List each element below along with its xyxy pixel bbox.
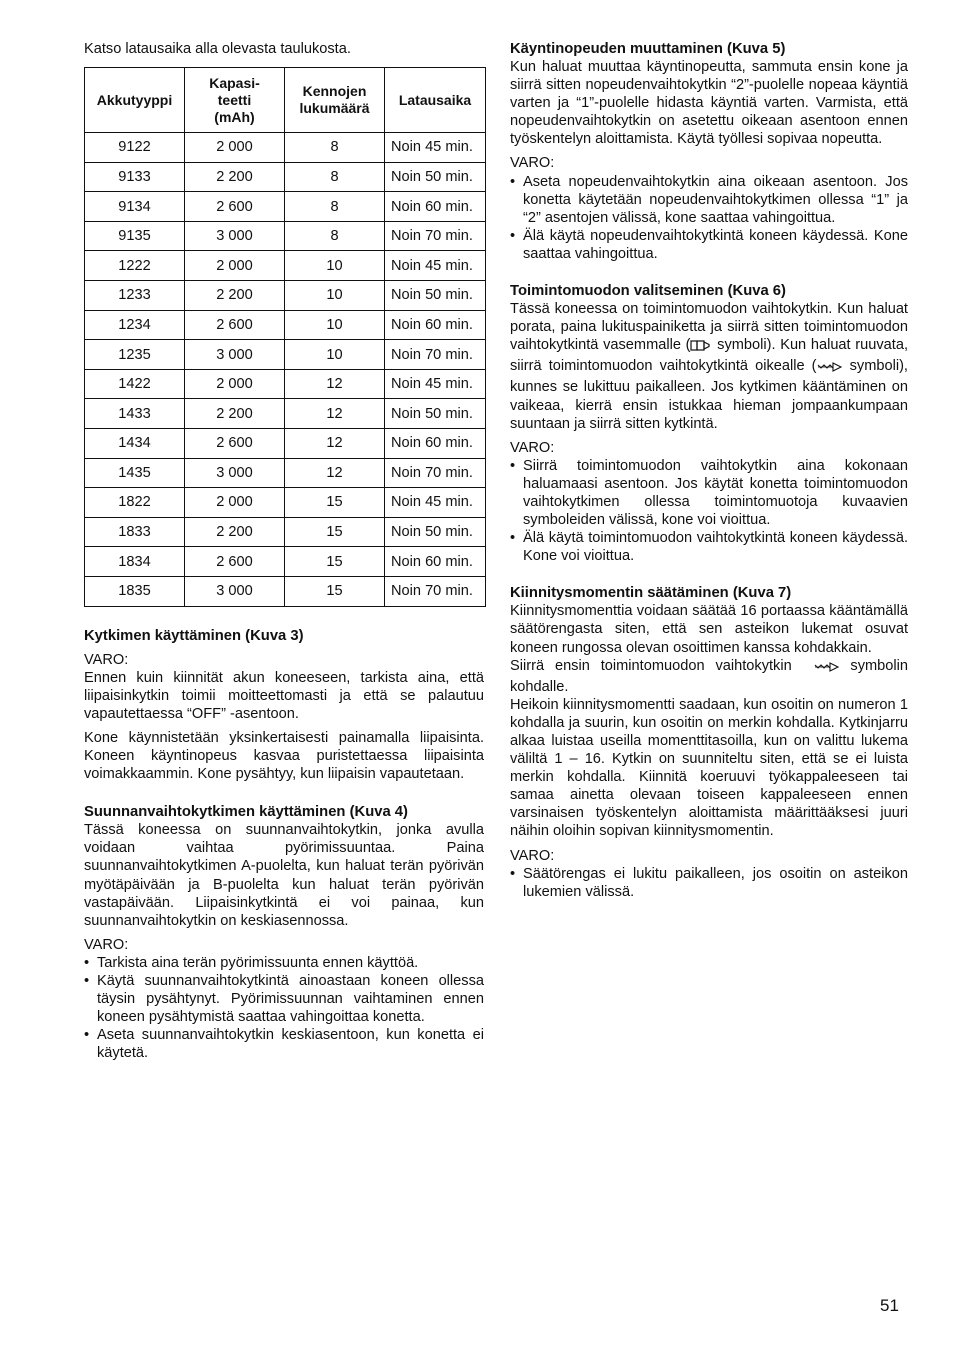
cell-battery-type: 1234 xyxy=(85,310,185,340)
cell-capacity: 2 000 xyxy=(185,488,285,518)
cell-battery-type: 1222 xyxy=(85,251,185,281)
header-capacity: Kapasi- teetti (mAh) xyxy=(185,68,285,133)
cell-capacity: 2 200 xyxy=(185,399,285,429)
header-cell-count: Kennojen lukumäärä xyxy=(285,68,385,133)
cell-capacity: 2 000 xyxy=(185,369,285,399)
caution-list xyxy=(510,173,908,263)
caution-label: VARO: xyxy=(510,847,555,864)
caution-label: VARO: xyxy=(510,155,555,172)
charging-time-table xyxy=(84,67,486,607)
table-row xyxy=(85,577,486,607)
caution-list xyxy=(84,954,484,1063)
table-row xyxy=(85,547,486,577)
cell-cell-count: 15 xyxy=(285,488,385,518)
cell-cell-count: 15 xyxy=(285,547,385,577)
section-title: Toimintomuodon valitseminen (Kuva 6) xyxy=(510,283,786,300)
cell-battery-type: 1822 xyxy=(85,488,185,518)
cell-charging-time: Noin 50 min. xyxy=(385,162,486,192)
table-row xyxy=(85,369,486,399)
table-row xyxy=(85,251,486,281)
section-reversing-switch xyxy=(84,803,484,1062)
cell-charging-time: Noin 50 min. xyxy=(385,517,486,547)
cell-battery-type: 1433 xyxy=(85,399,185,429)
caution-list xyxy=(510,865,908,901)
cell-cell-count: 8 xyxy=(285,133,385,163)
table-intro: Katso latausaika alla olevasta taulukosta. xyxy=(84,41,351,57)
cell-battery-type: 9133 xyxy=(85,162,185,192)
cell-cell-count: 10 xyxy=(285,281,385,311)
screw-mode-icon xyxy=(814,660,840,678)
list-item: • Älä käytä nopeudenvaihtokytkintä koneen käydessä. Kone saattaa vahingoittua. xyxy=(510,227,908,263)
cell-battery-type: 9134 xyxy=(85,192,185,222)
cell-capacity: 2 000 xyxy=(185,133,285,163)
section-switch xyxy=(84,627,484,784)
cell-battery-type: 9135 xyxy=(85,221,185,251)
cell-capacity: 3 000 xyxy=(185,221,285,251)
cell-charging-time: Noin 45 min. xyxy=(385,251,486,281)
cell-battery-type: 1435 xyxy=(85,458,185,488)
section-title: Kiinnitysmomentin säätäminen (Kuva 7) xyxy=(510,585,792,602)
cell-capacity: 2 600 xyxy=(185,547,285,577)
cell-charging-time: Noin 70 min. xyxy=(385,458,486,488)
cell-capacity: 2 200 xyxy=(185,162,285,192)
screw-mode-icon xyxy=(817,360,843,378)
cell-charging-time: Noin 70 min. xyxy=(385,577,486,607)
table-row xyxy=(85,281,486,311)
section-torque-adjust xyxy=(510,584,908,901)
cell-cell-count: 15 xyxy=(285,577,385,607)
paragraph: Kiinnitysmomenttia voidaan säätää 16 portaassa kääntämällä säätörengasta siten, että sen asteikon lukemat osuvat koneen rungossa olevan osoittimen kanssa kohdakkain. xyxy=(510,603,908,656)
cell-charging-time: Noin 50 min. xyxy=(385,281,486,311)
table-row xyxy=(85,310,486,340)
cell-charging-time: Noin 50 min. xyxy=(385,399,486,429)
cell-battery-type: 1834 xyxy=(85,547,185,577)
paragraph: Kone käynnistetään yksinkertaisesti painamalla liipaisinta. Koneen käyntinopeus kasvaa puristettaessa liipaisinta voimakkaammin. Kone pysähtyy, kun liipaisin vapautetaan. xyxy=(84,729,484,783)
page-number: 51 xyxy=(880,1296,899,1315)
cell-cell-count: 10 xyxy=(285,310,385,340)
cell-cell-count: 12 xyxy=(285,458,385,488)
cell-charging-time: Noin 60 min. xyxy=(385,192,486,222)
paragraph: Tässä koneessa on suunnanvaihtokytkin, jonka avulla voidaan vaihtaa pyörimissuuntaa. Paina suunnanvaihtokytkimen A-puolelta, kun haluat terän pyörivän myötäpäivään ja B-puolelta kun haluat terän pyörivän vastapäivään. Liipaisinkytkintä ei voi painaa, kun suunnanvaihtokytkin on keskiasennossa. xyxy=(84,822,484,929)
table-row xyxy=(85,517,486,547)
cell-cell-count: 12 xyxy=(285,399,385,429)
list-item: • Siirrä toimintomuodon vaihtokytkin aina kokonaan haluamaasi asentoon. Jos käytät konetta toimintomuodon vaihtokytkimen ollessa toimintomuotoja kuvaavien symboleiden välissä, kone voi vioittua. xyxy=(510,457,908,529)
header-charging-time: Latausaika xyxy=(385,68,486,133)
cell-charging-time: Noin 60 min. xyxy=(385,547,486,577)
list-item: • Älä käytä toimintomuodon vaihtokytkintä koneen käydessä. Kone voi vioittua. xyxy=(510,529,908,565)
paragraph: Heikoin kiinnitysmomentti saadaan, kun osoitin on numeron 1 kohdalla ja suurin, kun osoitin on merkin kohdalla. Kytkinjarru alkaa luistaa useilla momenttitasoilla, kun on valittu lukema väliltä 1 – 16. Kytkin on suunniteltu siten, että se ei luista merkin kohdalla. Kiinnitä koeruuvi työkappaleeseen tai samaa ainetta olevaan toiseen kappaleeseen ennen varsinaisen työskentelyn aloittamista määrittääksesi juuri näihin oloihin sopivan kiinnitysmomentin. xyxy=(510,696,908,840)
cell-battery-type: 1422 xyxy=(85,369,185,399)
paragraph: Ennen kuin kiinnität akun koneeseen, tarkista aina, että liipaisinkytkin toimii moitteettomasti ja että se palautuu vapautettaessa “OFF” -asentoon. xyxy=(84,669,484,722)
right-column xyxy=(510,40,908,901)
cell-charging-time: Noin 60 min. xyxy=(385,310,486,340)
cell-capacity: 2 200 xyxy=(185,281,285,311)
paragraph: Siirrä ensin toimintomuodon vaihtokytkin symbolin kohdalle. xyxy=(510,657,908,695)
cell-capacity: 2 600 xyxy=(185,429,285,459)
table-row xyxy=(85,192,486,222)
caution-list xyxy=(510,457,908,566)
drill-mode-icon xyxy=(690,339,712,357)
cell-capacity: 2 000 xyxy=(185,251,285,281)
left-column xyxy=(84,40,484,1062)
cell-cell-count: 10 xyxy=(285,251,385,281)
list-item: • Käytä suunnanvaihtokytkintä ainoastaan koneen ollessa täysin pysähtynyt. Pyörimissuunnan vaihtaminen ennen koneen pysähtymistä saattaa vahingoittaa konetta. xyxy=(84,972,484,1026)
cell-charging-time: Noin 45 min. xyxy=(385,369,486,399)
cell-battery-type: 1833 xyxy=(85,517,185,547)
cell-charging-time: Noin 70 min. xyxy=(385,221,486,251)
caution-label: VARO: xyxy=(510,439,555,456)
table-row xyxy=(85,458,486,488)
caution-label: VARO: xyxy=(84,651,129,668)
cell-cell-count: 8 xyxy=(285,162,385,192)
table-row xyxy=(85,221,486,251)
cell-cell-count: 8 xyxy=(285,192,385,222)
table-row xyxy=(85,162,486,192)
table-row xyxy=(85,399,486,429)
section-title: Käyntinopeuden muuttaminen (Kuva 5) xyxy=(510,41,786,57)
cell-charging-time: Noin 70 min. xyxy=(385,340,486,370)
caution-label: VARO: xyxy=(84,936,129,953)
cell-capacity: 2 200 xyxy=(185,517,285,547)
cell-battery-type: 1235 xyxy=(85,340,185,370)
header-battery-type: Akkutyyppi xyxy=(85,68,185,133)
cell-battery-type: 1835 xyxy=(85,577,185,607)
cell-charging-time: Noin 45 min. xyxy=(385,133,486,163)
section-action-mode xyxy=(510,282,908,565)
section-speed-change xyxy=(510,40,908,263)
cell-charging-time: Noin 60 min. xyxy=(385,429,486,459)
paragraph: Kun haluat muuttaa käyntinopeutta, sammuta ensin kone ja siirrä sitten nopeudenvaihtokytkin “2”-puolelle nopeaa käyntiä varten ja “1”-puolelle hidasta käyntiä varten. Varmista, että nopeudenvaihtokytkin on asetettu oikeaan asentoon ennen työskentelyn aloittamista. Käytä työllesi sopivaa nopeutta. xyxy=(510,59,908,148)
table-row xyxy=(85,340,486,370)
cell-battery-type: 9122 xyxy=(85,133,185,163)
table-body xyxy=(85,133,486,607)
table-row xyxy=(85,488,486,518)
table-row xyxy=(85,133,486,163)
cell-capacity: 3 000 xyxy=(185,577,285,607)
paragraph: Tässä koneessa on toimintomuodon vaihtokytkin. Kun haluat porata, paina lukituspainiketta ja siirrä sitten toimintomuodon vaihtokytkintä vasemmalle ( symboli). Kun haluat ruuvata, siirrä toimintomuodon vaihtokytkintä oikealle ( symboli), kunnes se lukittuu paikalleen. Jos kytkimen kääntäminen on vaikeaa, kierrä ensin istukkaa hieman jompaankumpaan suuntaan ja siirrä sitten kytkintä. xyxy=(510,301,909,432)
cell-capacity: 2 600 xyxy=(185,192,285,222)
table-header-row xyxy=(85,68,486,133)
list-item: • Säätörengas ei lukitu paikalleen, jos osoitin on asteikon lukemien välissä. xyxy=(510,865,908,901)
cell-capacity: 3 000 xyxy=(185,458,285,488)
section-title: Kytkimen käyttäminen (Kuva 3) xyxy=(84,627,304,644)
cell-capacity: 2 600 xyxy=(185,310,285,340)
cell-cell-count: 8 xyxy=(285,221,385,251)
cell-battery-type: 1434 xyxy=(85,429,185,459)
cell-battery-type: 1233 xyxy=(85,281,185,311)
cell-cell-count: 12 xyxy=(285,369,385,399)
list-item: • Aseta suunnanvaihtokytkin keskiasentoon, kun konetta ei käytetä. xyxy=(84,1026,484,1062)
list-item: • Tarkista aina terän pyörimissuunta ennen käyttöä. xyxy=(84,954,484,972)
section-title: Suunnanvaihtokytkimen käyttäminen (Kuva 4) xyxy=(84,804,408,821)
cell-cell-count: 12 xyxy=(285,429,385,459)
list-item: • Aseta nopeudenvaihtokytkin aina oikeaan asentoon. Jos konetta käytetään nopeudenvaihtokytkimen ollessa “1” ja “2” asentojen välissä, kone saattaa vahingoittua. xyxy=(510,173,908,227)
cell-capacity: 3 000 xyxy=(185,340,285,370)
table-row xyxy=(85,429,486,459)
cell-cell-count: 10 xyxy=(285,340,385,370)
cell-charging-time: Noin 45 min. xyxy=(385,488,486,518)
cell-cell-count: 15 xyxy=(285,517,385,547)
